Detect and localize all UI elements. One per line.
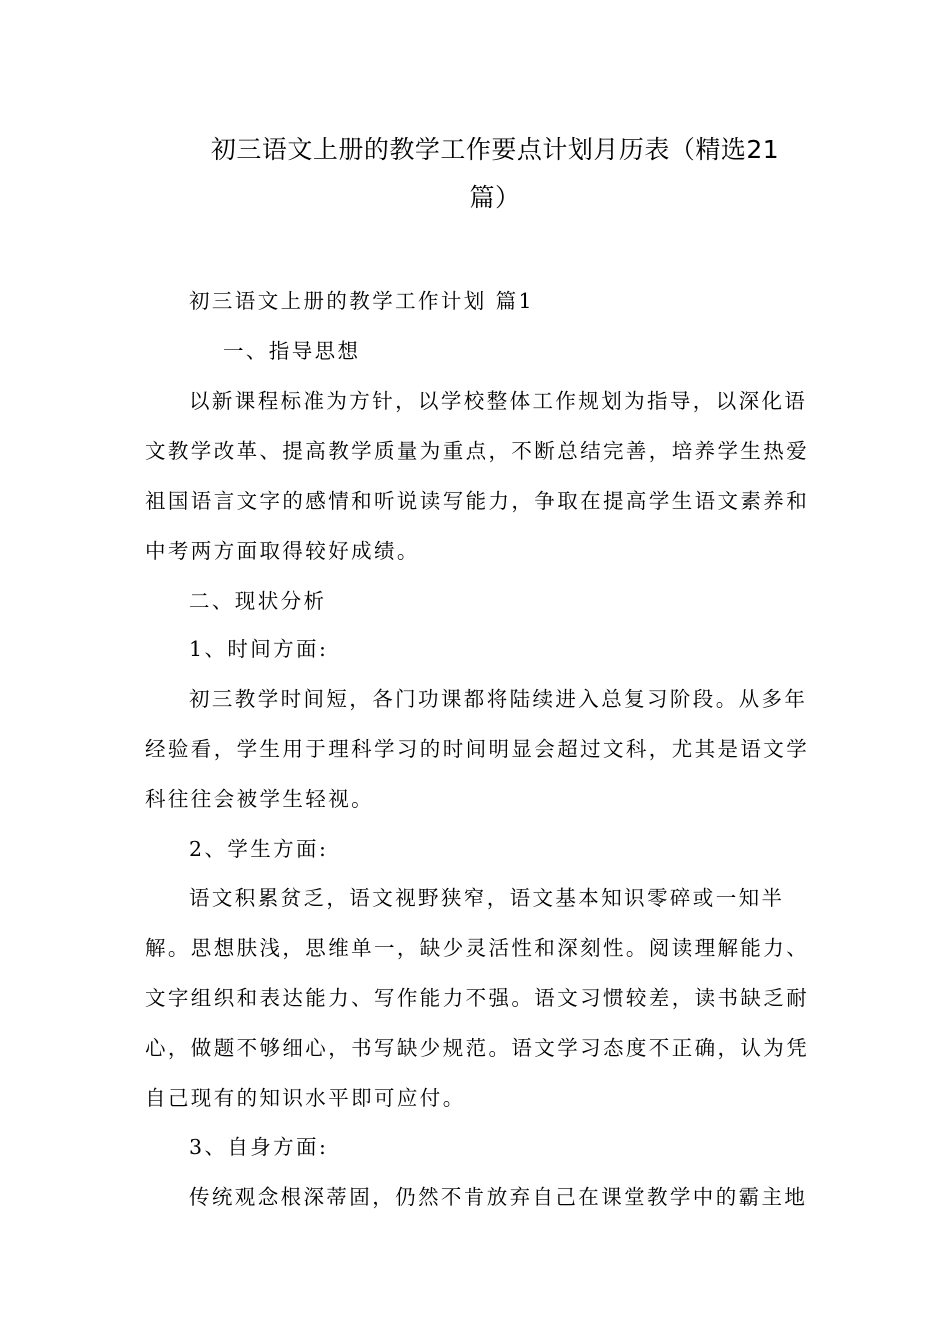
paragraph-line: 自己现有的知识水平即可应付。 [145, 1086, 466, 1110]
paragraph-line: 语文积累贫乏，语文视野狭窄，语文基本知识零碎或一知半 [189, 886, 785, 910]
paragraph-line: 解。思想肤浅，思维单一，缺少灵活性和深刻性。阅读理解能力、 [145, 936, 810, 960]
paragraph-line: 中考两方面取得较好成绩。 [145, 539, 420, 563]
heading-guiding-thought: 一、指导思想 [223, 339, 361, 363]
paragraph-self-aspect [145, 1172, 810, 1222]
heading-student-aspect: 2、学生方面: [189, 837, 329, 861]
paragraph-line: 文字组织和表达能力、写作能力不强。语文习惯较差，读书缺乏耐 [145, 986, 810, 1010]
paragraph-line: 经验看，学生用于理科学习的时间明显会超过文科，尤其是语文学 [145, 737, 810, 761]
paragraph-line: 文教学改革、提高教学质量为重点，不断总结完善，培养学生热爱 [145, 439, 810, 463]
paragraph-guiding-thought [145, 376, 810, 576]
heading-time-aspect: 1、时间方面: [189, 637, 329, 661]
paragraph-student-aspect [145, 873, 810, 1123]
paragraph-time-aspect [145, 674, 810, 824]
heading-current-analysis: 二、现状分析 [189, 589, 327, 613]
paragraph-line: 心，做题不够细心，书写缺少规范。语文学习态度不正确，认为凭 [145, 1036, 810, 1060]
paragraph-line: 以新课程标准为方针，以学校整体工作规划为指导，以深化语 [189, 389, 808, 413]
section-header: 初三语文上册的教学工作计划 篇1 [189, 289, 534, 313]
document-title-line-2: 篇） [469, 183, 521, 212]
paragraph-line: 祖国语言文字的感情和听说读写能力，争取在提高学生语文素养和 [145, 489, 810, 513]
paragraph-line: 传统观念根深蒂固，仍然不肯放弃自己在课堂教学中的霸主地 [189, 1185, 808, 1209]
heading-self-aspect: 3、自身方面: [189, 1135, 329, 1159]
paragraph-line: 初三教学时间短，各门功课都将陆续进入总复习阶段。从多年 [189, 687, 808, 711]
paragraph-line: 科往往会被学生轻视。 [145, 787, 374, 811]
document-title-line-1: 初三语文上册的教学工作要点计划月历表（精选21 [210, 135, 780, 164]
